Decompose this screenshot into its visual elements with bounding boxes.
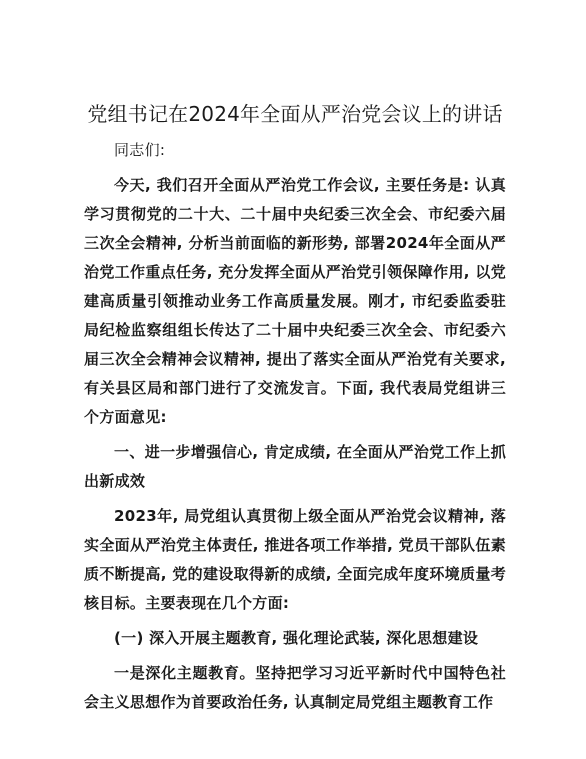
section-heading-1: 一、进一步增强信心, 肯定成绩, 在全面从严治党工作上抓出新成效	[84, 443, 506, 490]
document-title: 党组书记在2024年全面从严治党会议上的讲话	[87, 102, 503, 126]
subsection-heading-1: (一) 深入开展主题教育, 强化理论武装, 深化思想建设	[114, 629, 479, 647]
paragraph-lead: 一是深化主题教育。	[114, 664, 256, 682]
salutation: 同志们:	[114, 141, 166, 159]
paragraph-opening: 今天, 我们召开全面从严治党工作会议, 主要任务是: 认真学习贯彻党的二十大、二十届中央纪委三次全会、市纪委六届三次全会精神, 分析当前面临的新形势, 部署2024年全面从严治党工作重点任务, 充分发挥全面从严治党引领保障作用, 以党建高质量引领推动业务工作高质量发展。刚才, 市纪委监委驻局纪检监察组组长传达了二十届中央纪委三次全会、市纪委六届三次全会精神会议精神, 提出了落实全面从严治党有关要求, 有关县区局和部门进行了交流发言。下面, 我代表局党组讲三个方面意见:	[84, 176, 506, 426]
paragraph-body: 坚持把学习习近平新时代中国特色社会主义思想作为首要政治任务, 认真制定局党组主题教育工作	[84, 664, 506, 711]
paragraph-2023-summary: 2023年, 局党组认真贯彻上级全面从严治党会议精神, 落实全面从严治党主体责任, 推进各项工作举措, 党员干部队伍素质不断提高, 党的建设取得新的成绩, 全面完成年度环境质量考核目标。主要表现在几个方面:	[84, 507, 506, 612]
paragraph-theme-education	[84, 659, 506, 717]
